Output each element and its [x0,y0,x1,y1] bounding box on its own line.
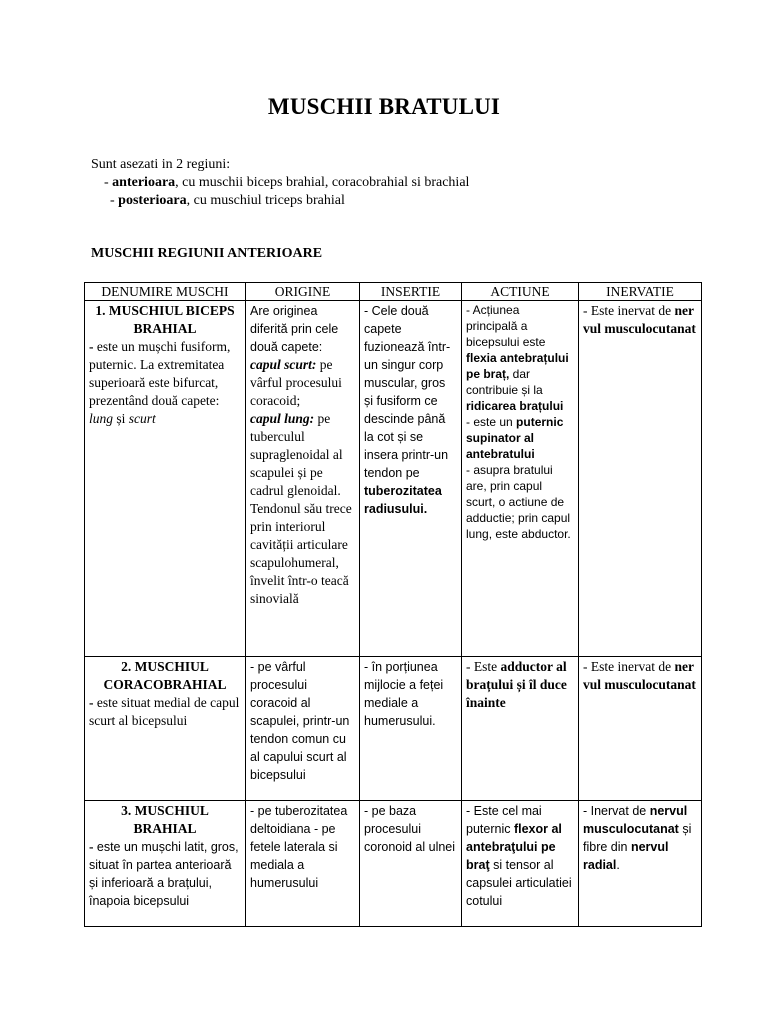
cell-action: - Acțiunea principală a bicepsului este flexia antebrațului pe braț, dar contribuie și la ridicarea brațului - este un puternic supinator al antebratului - asupra bratului are, prin capul scurt, o actiune de adductie; prin capul lung, este abductor. [462,301,579,657]
muscles-table [84,282,702,927]
muscle-title: 2. MUSCHIUL CORACOBRAHIAL [103,659,227,692]
header-cell: ORIGINE [246,283,360,301]
muscle-description: - este un mușchi latit, gros, situat în partea anterioară și inferioară a brațului, înapoia bicepsului [89,839,239,908]
table-row [85,801,702,927]
cell-insertion: - Cele două capete fuzionează într-un singur corp muscular, gros și fusiform ce descinde până la cot și se insera printr-un tendon pe tuberozitatea radiusului. [360,301,462,657]
table-row [85,657,702,801]
intro-bullet-posterior: - posterioara, cu muschiul triceps brahial [110,193,345,208]
intro-paragraph [91,156,469,210]
table-header-row [85,283,702,301]
table-row [85,301,702,657]
header-cell: ACTIUNE [462,283,579,301]
cell-innervation: - Este inervat de nervul musculocutanat [579,301,702,657]
header-cell: INSERTIE [360,283,462,301]
cell-innervation: - Inervat de nervul musculocutanat și fibre din nervul radial. [579,801,702,927]
cell-insertion: - pe baza procesului coronoid al ulnei [360,801,462,927]
cell-origin: Are originea diferită prin cele două capete: capul scurt: pe vârful procesului coracoid; capul lung: pe tuberculul supraglenoidal al scapulei și pe cadrul glenoidal. Tendonul său trece prin interiorul cavității articulare scapulohumeral, învelit într-o teacă sinovială [246,301,360,657]
cell-name [85,657,246,801]
cell-name [85,801,246,927]
muscle-title: 3. MUSCHIUL BRAHIAL [121,803,209,836]
cell-origin: - pe tuberozitatea deltoidiana - pe fetele laterala si mediala a humerusului [246,801,360,927]
section-title: MUSCHII REGIUNII ANTERIOARE [91,246,323,261]
muscle-title: 1. MUSCHIUL BICEPS BRAHIAL [95,303,235,336]
header-cell: DENUMIRE MUSCHI [85,283,246,301]
intro-line: Sunt asezati in 2 regiuni: [91,157,231,172]
cell-insertion: - în porțiunea mijlocie a feței mediale a humerusului. [360,657,462,801]
cell-action: - Este adductor al brațului și îl duce înainte [462,657,579,801]
page-title: MUSCHII BRATULUI [267,94,501,119]
cell-innervation: - Este inervat de nervul musculocutanat [579,657,702,801]
muscle-description: - este un mușchi fusiform, puternic. La extremitatea superioară este bifurcat, prezentând două capete: lung și scurt [89,339,231,426]
muscle-description: - este situat medial de capul scurt al bicepsului [89,695,240,728]
header-cell: INERVATIE [579,283,702,301]
cell-action: - Este cel mai puternic flexor al antebraţului pe braţ si tensor al capsulei articulatiei cotului [462,801,579,927]
cell-name [85,301,246,657]
cell-origin: - pe vârful procesului coracoid al scapulei, printr-un tendon comun cu al capului scurt al bicepsului [246,657,360,801]
intro-bullet-anterior: - anterioara, cu muschii biceps brahial, coracobrahial si brachial [104,175,470,190]
